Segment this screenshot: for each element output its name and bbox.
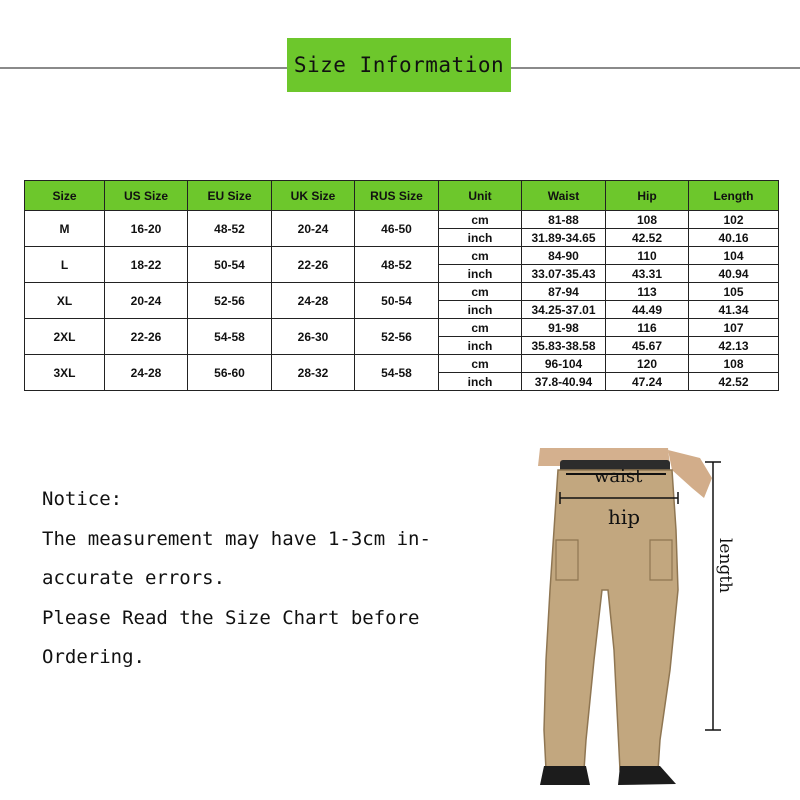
cell-length: 42.52 — [689, 373, 779, 391]
header-length: Length — [689, 181, 779, 211]
cell-size: 3XL — [25, 355, 105, 391]
cell-hip: 113 — [606, 283, 689, 301]
cell-unit: cm — [439, 247, 522, 265]
cell-unit: cm — [439, 283, 522, 301]
table-row — [25, 319, 779, 337]
table-header-row — [25, 181, 779, 211]
cell-length: 40.94 — [689, 265, 779, 283]
cell-waist: 81-88 — [522, 211, 606, 229]
cell-us-size: 16-20 — [105, 211, 188, 247]
notice-line: The measurement may have 1-3cm in- — [42, 527, 431, 550]
cell-hip: 47.24 — [606, 373, 689, 391]
cell-rus-size: 52-56 — [355, 319, 439, 355]
pants-measurement-diagram — [500, 440, 790, 795]
cell-waist: 37.8-40.94 — [522, 373, 606, 391]
notice-text — [42, 480, 482, 678]
cell-uk-size: 28-32 — [272, 355, 355, 391]
cell-size: 2XL — [25, 319, 105, 355]
cell-unit: cm — [439, 355, 522, 373]
cell-uk-size: 20-24 — [272, 211, 355, 247]
header-size: Size — [25, 181, 105, 211]
cell-waist: 34.25-37.01 — [522, 301, 606, 319]
cell-eu-size: 54-58 — [188, 319, 272, 355]
cell-hip: 110 — [606, 247, 689, 265]
cell-hip: 120 — [606, 355, 689, 373]
cell-hip: 43.31 — [606, 265, 689, 283]
cell-waist: 87-94 — [522, 283, 606, 301]
header-us-size: US Size — [105, 181, 188, 211]
cell-waist: 91-98 — [522, 319, 606, 337]
cell-unit: cm — [439, 211, 522, 229]
cell-us-size: 22-26 — [105, 319, 188, 355]
cell-uk-size: 26-30 — [272, 319, 355, 355]
cell-rus-size: 48-52 — [355, 247, 439, 283]
cell-uk-size: 24-28 — [272, 283, 355, 319]
cell-hip: 116 — [606, 319, 689, 337]
cell-waist: 33.07-35.43 — [522, 265, 606, 283]
notice-heading: Notice: — [42, 488, 123, 510]
header-waist: Waist — [522, 181, 606, 211]
cell-waist: 31.89-34.65 — [522, 229, 606, 247]
right-shoe — [618, 766, 676, 785]
cell-length: 40.16 — [689, 229, 779, 247]
cell-size: XL — [25, 283, 105, 319]
size-table — [24, 180, 779, 391]
waist-label: waist — [594, 466, 643, 487]
cell-unit: inch — [439, 337, 522, 355]
cell-unit: inch — [439, 265, 522, 283]
left-shoe — [540, 766, 590, 785]
cell-eu-size: 50-54 — [188, 247, 272, 283]
hip-label: hip — [608, 505, 641, 529]
cell-hip: 42.52 — [606, 229, 689, 247]
cell-waist: 35.83-38.58 — [522, 337, 606, 355]
header-uk-size: UK Size — [272, 181, 355, 211]
notice-line: accurate errors. — [42, 567, 226, 589]
cell-hip: 44.49 — [606, 301, 689, 319]
table-row — [25, 283, 779, 301]
header-rus-size: RUS Size — [355, 181, 439, 211]
cell-length: 42.13 — [689, 337, 779, 355]
cell-eu-size: 52-56 — [188, 283, 272, 319]
cell-rus-size: 54-58 — [355, 355, 439, 391]
page-title: Size Information — [287, 38, 511, 92]
header-eu-size: EU Size — [188, 181, 272, 211]
header-hip: Hip — [606, 181, 689, 211]
cell-waist: 84-90 — [522, 247, 606, 265]
cell-eu-size: 48-52 — [188, 211, 272, 247]
cell-size: M — [25, 211, 105, 247]
arm-skin — [668, 450, 712, 498]
cell-rus-size: 46-50 — [355, 211, 439, 247]
table-row — [25, 211, 779, 229]
cell-us-size: 20-24 — [105, 283, 188, 319]
cell-unit: inch — [439, 301, 522, 319]
cell-uk-size: 22-26 — [272, 247, 355, 283]
cell-unit: cm — [439, 319, 522, 337]
cell-waist: 96-104 — [522, 355, 606, 373]
cell-hip: 108 — [606, 211, 689, 229]
table-row — [25, 355, 779, 373]
notice-line: Please Read the Size Chart before — [42, 606, 420, 629]
header-unit: Unit — [439, 181, 522, 211]
cell-us-size: 24-28 — [105, 355, 188, 391]
cell-eu-size: 56-60 — [188, 355, 272, 391]
cell-length: 102 — [689, 211, 779, 229]
cell-hip: 45.67 — [606, 337, 689, 355]
cell-length: 105 — [689, 283, 779, 301]
table-row — [25, 247, 779, 265]
cell-rus-size: 50-54 — [355, 283, 439, 319]
length-label: length — [715, 538, 735, 594]
notice-line: Ordering. — [42, 646, 145, 668]
cell-unit: inch — [439, 373, 522, 391]
cell-us-size: 18-22 — [105, 247, 188, 283]
cell-length: 104 — [689, 247, 779, 265]
cell-length: 107 — [689, 319, 779, 337]
cell-unit: inch — [439, 229, 522, 247]
cell-length: 108 — [689, 355, 779, 373]
cell-size: L — [25, 247, 105, 283]
cell-length: 41.34 — [689, 301, 779, 319]
